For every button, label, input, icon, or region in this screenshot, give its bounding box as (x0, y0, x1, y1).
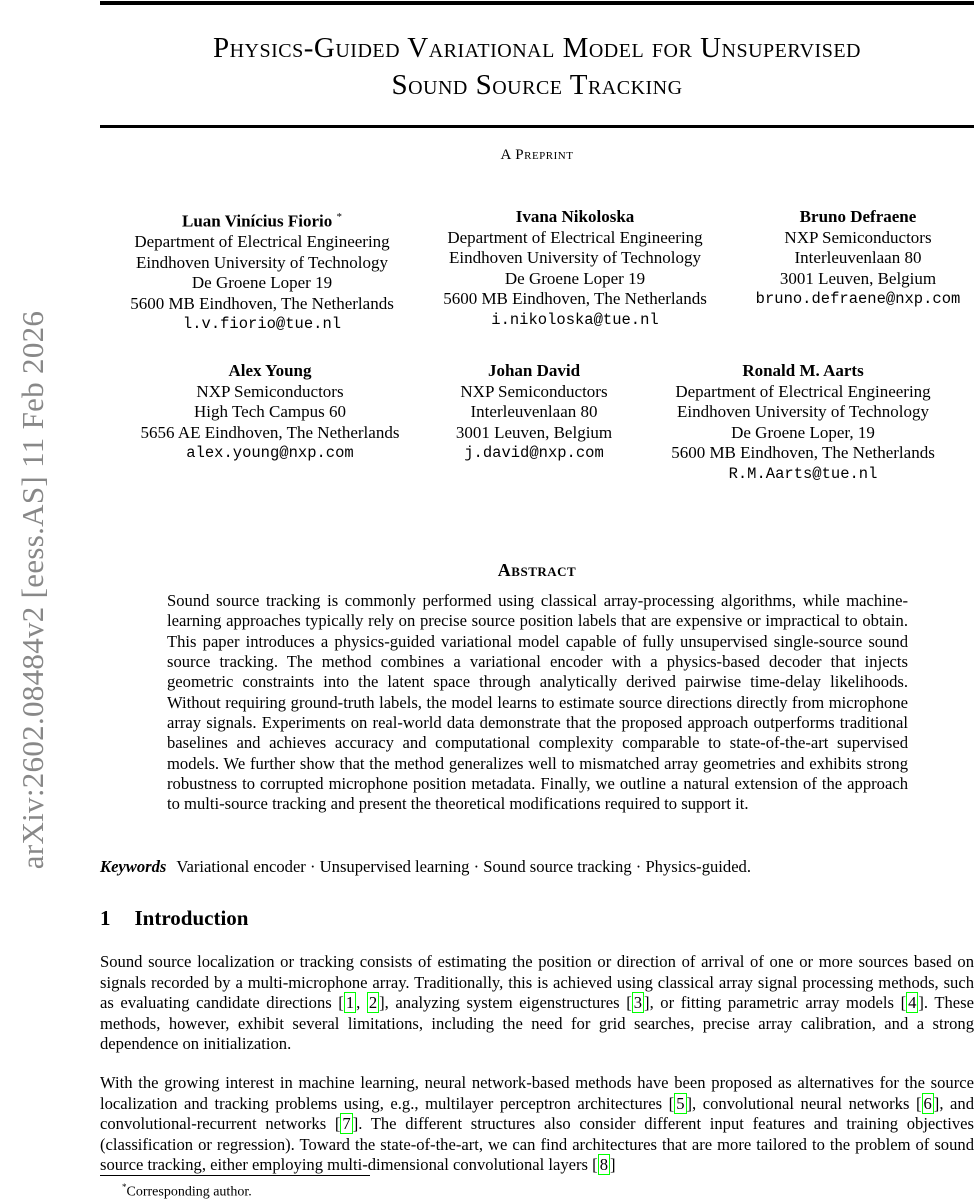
author-affiliation-line: De Groene Loper 19 (191, 273, 333, 293)
author-affiliation-line: 5600 MB Eindhoven, The Netherlands (671, 443, 935, 462)
title-bottom-rule (100, 125, 974, 128)
paragraph-text: ]. These methods, however, exhibit several limitations, including the need for grid searches, precise array calibration, and a strong dependence on initialization. (100, 993, 974, 1053)
citation-link[interactable]: 5 (676, 1093, 685, 1113)
footnote-text: Corresponding author. (126, 1184, 252, 1200)
author-email[interactable]: bruno.defraene@nxp.com (755, 290, 961, 308)
author-affiliation-line: 3001 Leuven, Belgium (455, 422, 613, 442)
paragraph-text: With the growing interest in machine learning, neural network-based methods have been proposed as alternatives for the source localization and tracking problems using, e.g., multilayer perceptron architectures [ (100, 1073, 974, 1113)
author-email[interactable]: R.M.Aarts@tue.nl (728, 464, 878, 483)
citation-link[interactable]: 2 (368, 993, 378, 1012)
author-affiliation-line: High Tech Campus 60 (194, 402, 346, 421)
paper-title (100, 30, 974, 104)
paragraph-text: ], convolutional neural networks [ (686, 1093, 922, 1113)
author-name: Luan Vinícius Fiorio (182, 211, 333, 231)
author-entry (456, 361, 612, 464)
author-entry (671, 361, 935, 484)
author-footnote-mark: * (336, 211, 342, 223)
intro-paragraph-1 (100, 952, 974, 1055)
author-affiliation-line: 5600 MB Eindhoven, The Netherlands (130, 293, 394, 313)
author-affiliation-line: NXP Semiconductors (460, 381, 608, 401)
paragraph-text: Sound source localization or tracking consists of estimating the position or direction of arrival of one or more sources based on signals recorded by a multi-microphone array. Traditionally, this is achieved using classical array signal processing methods, such as evaluating candidate directions [ (100, 952, 974, 1012)
section-number: 1 (100, 906, 111, 930)
abstract-text: Sound source tracking is commonly performed using classical array-processing algorithms, while machine-learning approaches typically rely on precise source position labels that are expensive or impractical to obtain. This paper introduces a physics-guided variational model capable of fully unsupervised single-source sound source tracking. The method combines a variational encoder with a physics-based decoder that injects geometric constraints into the latent space through analytically derived pairwise time-delay likelihoods. Without requiring ground-truth labels, the model learns to estimate source directions directly from microphone array signals. Experiments on real-world data demonstrate that the proposed approach outperforms traditional baselines and achieves accuracy and computational complexity comparable to state-of-the-art supervised models. We further show that the method generalizes well to mismatched array geometries and exhibits strong robustness to corrupted microphone position metadata. Finally, we outline a natural extension of the approach to multi-source tracking and present the theoretical modifications required to support it. (167, 591, 908, 814)
author-affiliation-line: Interleuvenlaan 80 (794, 248, 922, 267)
keywords (100, 857, 974, 877)
author-entry (130, 207, 394, 335)
citation-link[interactable]: 8 (599, 1155, 608, 1174)
citation-link[interactable]: 4 (908, 993, 917, 1012)
citation-link[interactable]: 1 (345, 993, 355, 1012)
paragraph-text: ], and convolutional-recurrent networks [ (100, 1093, 974, 1133)
author-affiliation-line: Department of Electrical Engineering (134, 232, 390, 252)
paragraph-text: ]. The different structures also consider different input features and training objectives (classification or regression). Toward the state-of-the-art, we can find architectures that are more tailored to the problem of sound source tracking, either employing multi-dimensional convolutional layers [ (100, 1114, 974, 1174)
author-affiliation-line: De Groene Loper, 19 (731, 422, 875, 442)
paragraph-text: ], or fitting parametric array models [ (644, 993, 907, 1012)
arxiv-identifier: arXiv:2602.08484v2 [eess.AS] 11 Feb 2026 (15, 310, 50, 870)
author-email[interactable]: l.v.fiorio@tue.nl (182, 315, 342, 334)
author-email[interactable]: alex.young@nxp.com (186, 444, 354, 462)
citation-link[interactable]: 6 (923, 1093, 932, 1113)
citation-link[interactable]: 3 (633, 993, 643, 1012)
author-affiliation-line: NXP Semiconductors (196, 381, 344, 401)
preprint-label: A Preprint (500, 147, 574, 163)
author-name: Bruno Defraene (799, 207, 917, 226)
citation-link[interactable]: 7 (342, 1114, 351, 1133)
author-entry (756, 207, 961, 310)
keywords-label: Keywords (100, 857, 167, 876)
title-line-2: Sound Source Tracking (391, 69, 683, 101)
author-entry (141, 361, 400, 464)
footnote-mark: * (122, 1182, 127, 1192)
author-email[interactable]: i.nikoloska@tue.nl (491, 310, 659, 329)
author-name: Alex Young (228, 361, 312, 380)
author-name: Johan David (487, 361, 581, 380)
author-affiliation-line: Eindhoven University of Technology (676, 402, 930, 421)
top-rule (100, 1, 974, 5)
author-entry (443, 207, 707, 330)
abstract-heading: Abstract (497, 560, 577, 580)
author-email[interactable]: j.david@nxp.com (464, 444, 604, 462)
author-affiliation-line: 3001 Leuven, Belgium (779, 268, 937, 288)
author-affiliation-line: Eindhoven University of Technology (135, 252, 389, 272)
author-affiliation-line: Eindhoven University of Technology (448, 248, 702, 267)
author-affiliation-line: NXP Semiconductors (784, 227, 932, 247)
title-line-1: Physics-Guided Variational Model for Unsupervised (212, 32, 861, 64)
section-title: Introduction (134, 906, 249, 930)
paragraph-text: ] (609, 1155, 616, 1174)
author-affiliation-line: Department of Electrical Engineering (675, 381, 931, 401)
author-name-row (130, 207, 394, 232)
author-affiliation-line: Interleuvenlaan 80 (470, 402, 598, 421)
author-name: Ronald M. Aarts (742, 361, 864, 380)
author-name: Ivana Nikoloska (515, 207, 635, 226)
paragraph-text: , (356, 993, 367, 1012)
paragraph-text: ], analyzing system eigenstructures [ (379, 993, 632, 1012)
section-heading (100, 906, 248, 931)
author-affiliation-line: 5600 MB Eindhoven, The Netherlands (443, 289, 707, 308)
author-affiliation-line: 5656 AE Eindhoven, The Netherlands (140, 422, 400, 442)
keywords-text: Variational encoder · Unsupervised learning · Sound source tracking · Physics-guided. (176, 857, 752, 876)
footnote (122, 1182, 252, 1201)
footnote-rule (100, 1175, 370, 1176)
author-affiliation-line: Department of Electrical Engineering (447, 227, 703, 247)
intro-paragraph-2 (100, 1073, 974, 1176)
author-affiliation-line: De Groene Loper 19 (504, 268, 646, 288)
